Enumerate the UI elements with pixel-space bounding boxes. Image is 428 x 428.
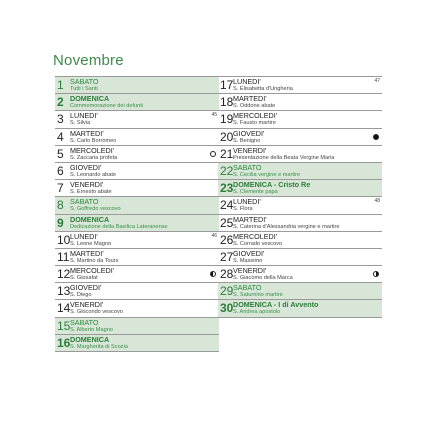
day-number: 29 [220,284,234,299]
weekday-name: SABATO [70,197,99,207]
day-number: 8 [57,198,64,213]
day-number: 12 [57,267,71,282]
day-row [218,266,382,283]
saint-name: S. Goffredo vescovo [70,206,121,213]
saint-name: S. Carlo Borromeo [70,137,117,144]
day-row [55,215,219,232]
weekday-name: MERCOLEDI' [70,266,115,276]
day-number: 7 [57,181,64,196]
day-number: 13 [57,284,71,299]
day-number: 14 [57,301,71,316]
day-row [55,146,219,163]
saint-name: S. Leone Magno [70,240,112,247]
day-number: 25 [220,215,234,230]
weekday-name: VENERDI' [70,180,104,190]
day-row [55,283,219,300]
saint-name: S. Caterina d'Alessandria vergine e martire [233,223,340,230]
day-number: 2 [57,95,64,110]
weekday-name: MARTEDI' [233,214,267,224]
week-number: 47 [374,78,380,84]
saint-name: S. Andrea apostolo [233,309,281,316]
day-number: 27 [220,249,234,264]
saint-name: S. Cecilia vergine e martire [233,171,301,178]
day-row [55,77,219,94]
day-number: 20 [220,129,234,144]
day-number: 16 [57,335,71,350]
day-number: 10 [57,232,71,247]
day-number: 26 [220,232,234,247]
weekday-name: GIOVEDI' [233,248,265,258]
day-row [55,266,219,283]
day-row [218,146,382,163]
saint-name: S. Leonardo abate [70,171,117,178]
weekday-name: GIOVEDI' [70,162,102,172]
weekday-name: DOMENICA - I di Avvento [233,300,319,310]
weekday-name: DOMENICA - Cristo Re [233,180,311,190]
day-number: 19 [220,112,234,127]
weekday-name: DOMENICA [70,214,110,224]
weekday-name: VENERDI' [233,266,267,276]
day-number: 9 [57,215,64,230]
saint-name: S. Elisabetta d'Ungheria [233,86,293,92]
day-row [218,249,382,266]
saint-name: S. Giacomo della Marca [233,275,293,282]
weekday-name: MERCOLEDI' [233,231,278,241]
saint-name: S. Clemente papa [233,189,278,196]
weekday-name: MARTEDI' [70,248,104,258]
day-number: 15 [57,318,71,333]
weekday-name: LUNEDI' [70,111,98,121]
weekday-name: GIOVEDI' [233,128,265,138]
saint-name: S. Silvia [70,120,91,127]
day-row [55,318,219,335]
day-number: 23 [220,181,234,196]
saint-name: S. Flora [233,206,253,213]
day-row [218,129,382,146]
weekday-name: SABATO [70,77,99,86]
saint-name: Presentazione della Beata Vergine Maria [233,154,335,161]
full-moon-icon [210,151,216,157]
day-row [218,197,382,214]
day-number: 30 [220,301,234,316]
last-quarter-moon-icon [210,271,216,277]
saint-name: S. Diego [70,292,92,299]
day-number: 24 [220,198,234,213]
day-number: 21 [220,146,234,161]
saint-name: Dedicazione della Basilica Lateranense [70,223,168,230]
weekday-name: MARTEDI' [70,128,104,138]
weekday-name: SABATO [233,162,262,172]
day-row [55,163,219,180]
calendar-column-left [55,76,219,352]
saint-name: S. Oddone abate [233,103,276,110]
weekday-name: VENERDI' [70,300,104,310]
day-number: 6 [57,163,64,178]
day-number: 22 [220,163,234,178]
day-row [55,180,219,197]
weekday-name: MERCOLEDI' [70,145,115,155]
day-row [55,197,219,214]
saint-name: S. Fausto martire [233,120,276,127]
day-row [218,111,382,128]
saint-name: S. Ernesto abate [70,189,112,196]
weekday-name: MARTEDI' [233,94,267,104]
day-number: 1 [57,78,64,92]
day-row [218,300,382,317]
weekday-name: GIOVEDI' [70,283,102,293]
week-number: 45 [211,112,217,119]
weekday-name: MERCOLEDI' [233,111,278,121]
day-row [218,163,382,180]
day-row [55,249,219,266]
weekday-name: SABATO [233,283,262,293]
saint-name: S. Giocondo vescovo [70,309,123,316]
day-number: 17 [220,78,234,92]
saint-name: S. Giosafat [70,275,98,282]
saint-name: S. Corrado vescovo [233,240,283,247]
weekday-name: LUNEDI' [70,231,98,241]
day-row [55,300,219,317]
new-moon-icon [373,134,379,140]
calendar-column-right [218,76,382,318]
day-row [218,77,382,94]
first-quarter-moon-icon [373,271,379,277]
day-row [218,283,382,300]
weekday-name: DOMENICA [70,334,110,344]
day-number: 28 [220,267,234,282]
day-row [55,232,219,249]
day-number: 4 [57,129,64,144]
saint-name: S. Martino da Tours [70,257,119,264]
saint-name: Tutti i Santi [70,86,98,92]
day-row [218,180,382,197]
month-title: Novembre [53,52,124,69]
day-row [218,94,382,111]
day-row [55,335,219,352]
week-number: 48 [374,198,380,205]
saint-name: S. Margherita di Scozia [70,343,128,350]
day-number: 18 [220,95,234,110]
day-row [218,215,382,232]
weekday-name: SABATO [70,317,99,327]
saint-name: S. Saturnino martire [233,292,283,299]
day-number: 5 [57,146,64,161]
day-number: 3 [57,112,64,127]
weekday-name: VENERDI' [233,145,267,155]
weekday-name: LUNEDI' [233,77,261,86]
saint-name: S. Benigno [233,137,261,144]
day-row [55,129,219,146]
saint-name: S. Zaccaria profeta [70,154,118,161]
saint-name: Commemorazione dei defunti [70,103,144,110]
week-number: 46 [211,232,217,239]
day-row [218,232,382,249]
weekday-name: LUNEDI' [233,197,261,207]
day-number: 11 [57,249,70,264]
saint-name: S. Alberto Magno [70,326,113,333]
day-row [55,111,219,128]
day-row [55,94,219,111]
weekday-name: DOMENICA [70,94,110,104]
saint-name: S. Massimo [233,257,263,264]
